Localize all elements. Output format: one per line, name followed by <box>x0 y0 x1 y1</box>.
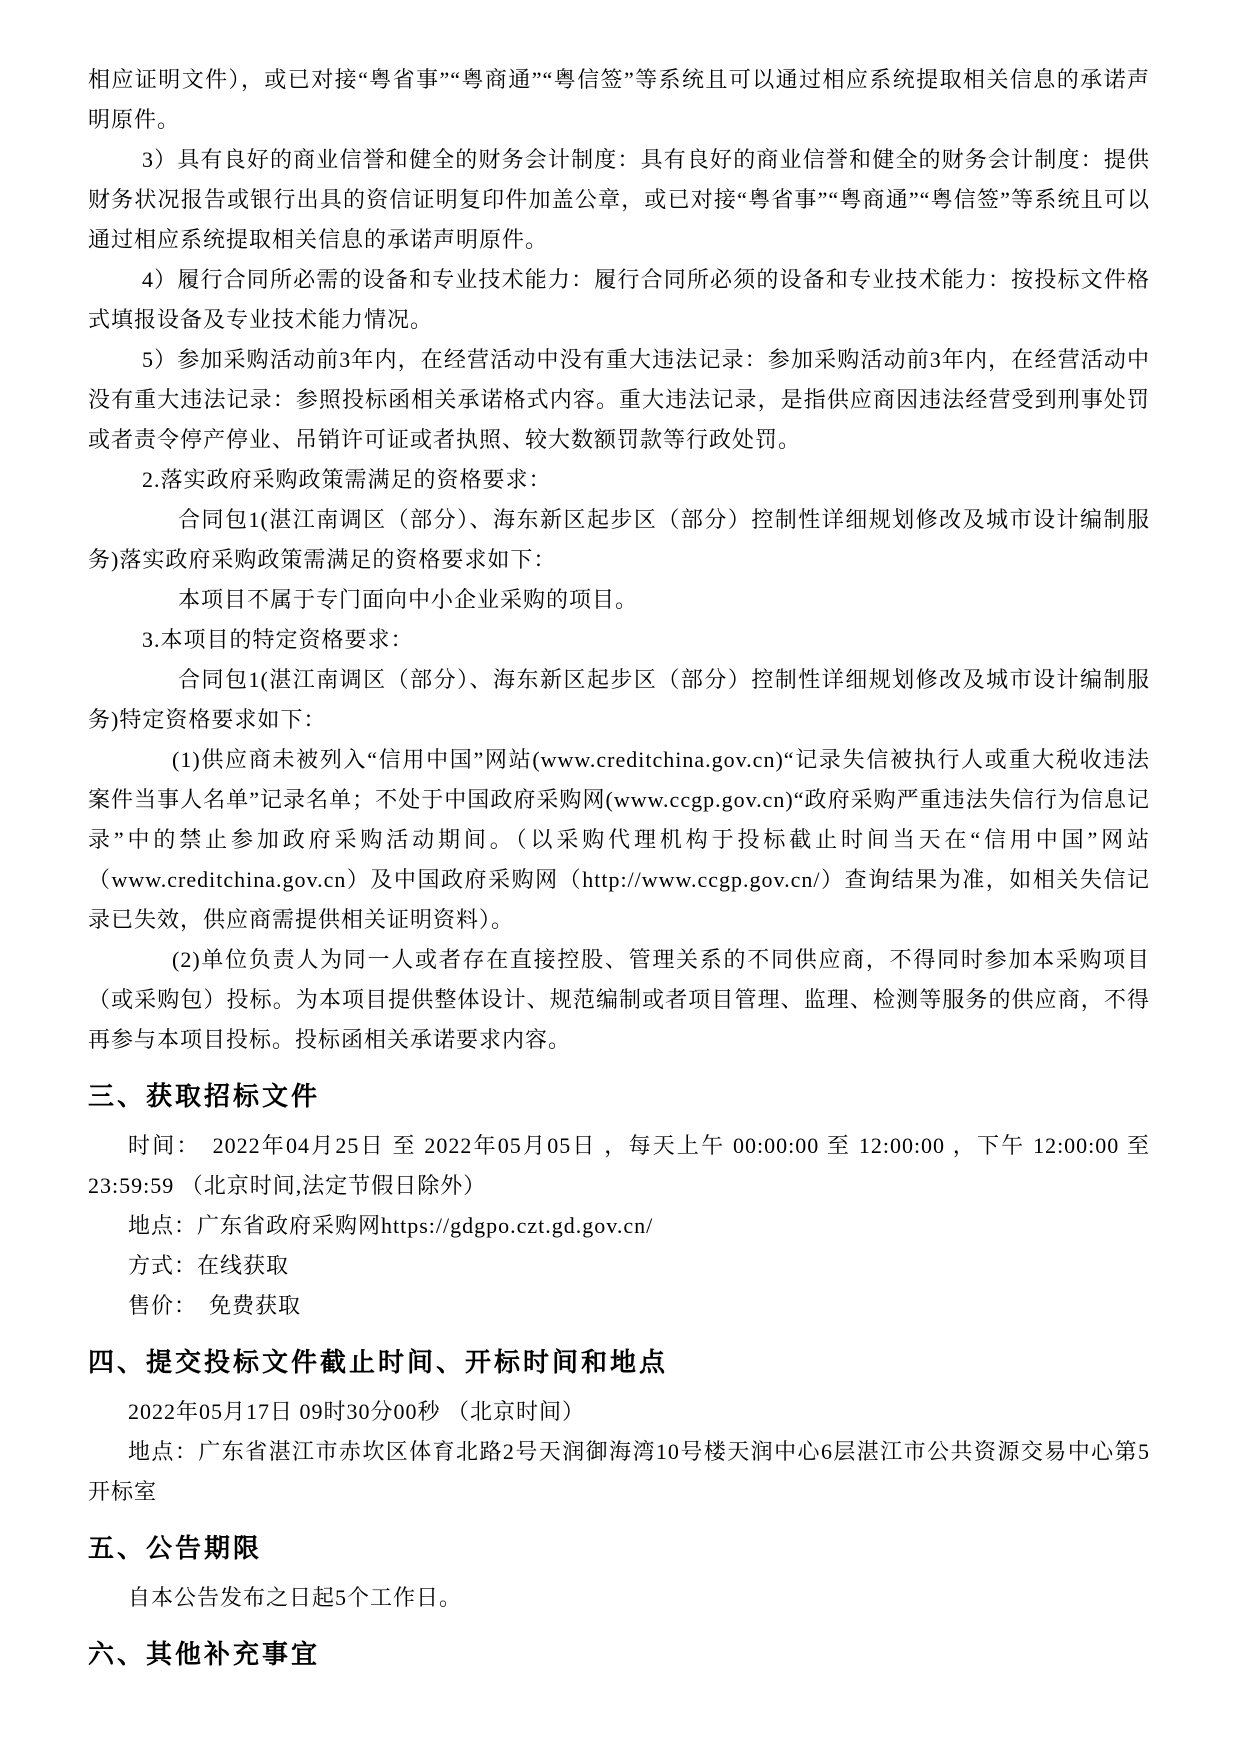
paragraph: 地点：广东省政府采购网https://gdgpo.czt.gd.gov.cn/ <box>128 1213 654 1238</box>
paragraph: 相应证明文件），或已对接“粤省事”“粤商通”“粤信签”等系统且可以通过相应系统提取相关信息的承诺声明原件。 <box>88 67 1150 132</box>
paragraph: 2022年05月17日 09时30分00秒 （北京时间） <box>128 1399 586 1424</box>
paragraph: 5）参加采购活动前3年内，在经营活动中没有重大违法记录：参加采购活动前3年内，在经营活动中没有重大违法记录：参照投标函相关承诺格式内容。重大违法记录，是指供应商因违法经营受到刑事处罚或者责令停产停业、吊销许可证或者执照、较大数额罚款等行政处罚。 <box>88 347 1150 452</box>
paragraph: 合同包1(湛江南调区（部分）、海东新区起步区（部分）控制性详细规划修改及城市设计编制服务)落实政府采购政策需满足的资格要求如下： <box>88 507 1150 572</box>
paragraph: 3.本项目的特定资格要求： <box>142 627 414 652</box>
document-content <box>88 60 1150 1675</box>
paragraph: (1)供应商未被列入“信用中国”网站(www.creditchina.gov.cn)“记录失信被执行人或重大税收违法案件当事人名单”记录名单；不处于中国政府采购网(www.ccgp.gov.cn)“政府采购严重违法失信行为信息记录”中的禁止参加政府采购活动期间。（以采购代理机构于投标截止时间当天在“信用中国”网站（www.creditchina.gov.cn）及中国政府采购网（http://www.ccgp.gov.cn/）查询结果为准，如相关失信记录已失效，供应商需提供相关证明资料）。 <box>88 747 1150 932</box>
paragraph: 合同包1(湛江南调区（部分）、海东新区起步区（部分）控制性详细规划修改及城市设计编制服务)特定资格要求如下： <box>88 667 1150 732</box>
section-heading: 六、其他补充事宜 <box>88 1640 321 1669</box>
paragraph: 地点：广东省湛江市赤坎区体育北路2号天润御海湾10号楼天润中心6层湛江市公共资源交易中心第5开标室 <box>88 1439 1150 1504</box>
paragraph: 3）具有良好的商业信誉和健全的财务会计制度：具有良好的商业信誉和健全的财务会计制度：提供财务状况报告或银行出具的资信证明复印件加盖公章，或已对接“粤省事”“粤商通”“粤信签”等系统且可以通过相应系统提取相关信息的承诺声明原件。 <box>88 147 1150 252</box>
paragraph: 2.落实政府采购政策需满足的资格要求： <box>142 467 552 492</box>
paragraph: 4）履行合同所必需的设备和专业技术能力：履行合同所必须的设备和专业技术能力：按投标文件格式填报设备及专业技术能力情况。 <box>88 267 1150 332</box>
paragraph: (2)单位负责人为同一人或者存在直接控股、管理关系的不同供应商，不得同时参加本采购项目（或采购包）投标。为本项目提供整体设计、规范编制或者项目管理、监理、检测等服务的供应商，不得再参与本项目投标。投标函相关承诺要求内容。 <box>88 947 1150 1052</box>
paragraph: 自本公告发布之日起5个工作日。 <box>128 1585 463 1610</box>
section-heading: 三、获取招标文件 <box>88 1082 321 1111</box>
paragraph: 时间： 2022年04月25日 至 2022年05月05日 ，每天上午 00:00:00 至 12:00:00 ，下午 12:00:00 至 23:59:59 （北京时间,法定节假日除外） <box>88 1133 1150 1198</box>
section-heading: 五、公告期限 <box>88 1534 263 1563</box>
paragraph: 本项目不属于专门面向中小企业采购的项目。 <box>178 587 639 612</box>
paragraph: 方式：在线获取 <box>128 1253 290 1278</box>
paragraph: 售价： 免费获取 <box>128 1293 302 1318</box>
section-heading: 四、提交投标文件截止时间、开标时间和地点 <box>88 1348 669 1377</box>
